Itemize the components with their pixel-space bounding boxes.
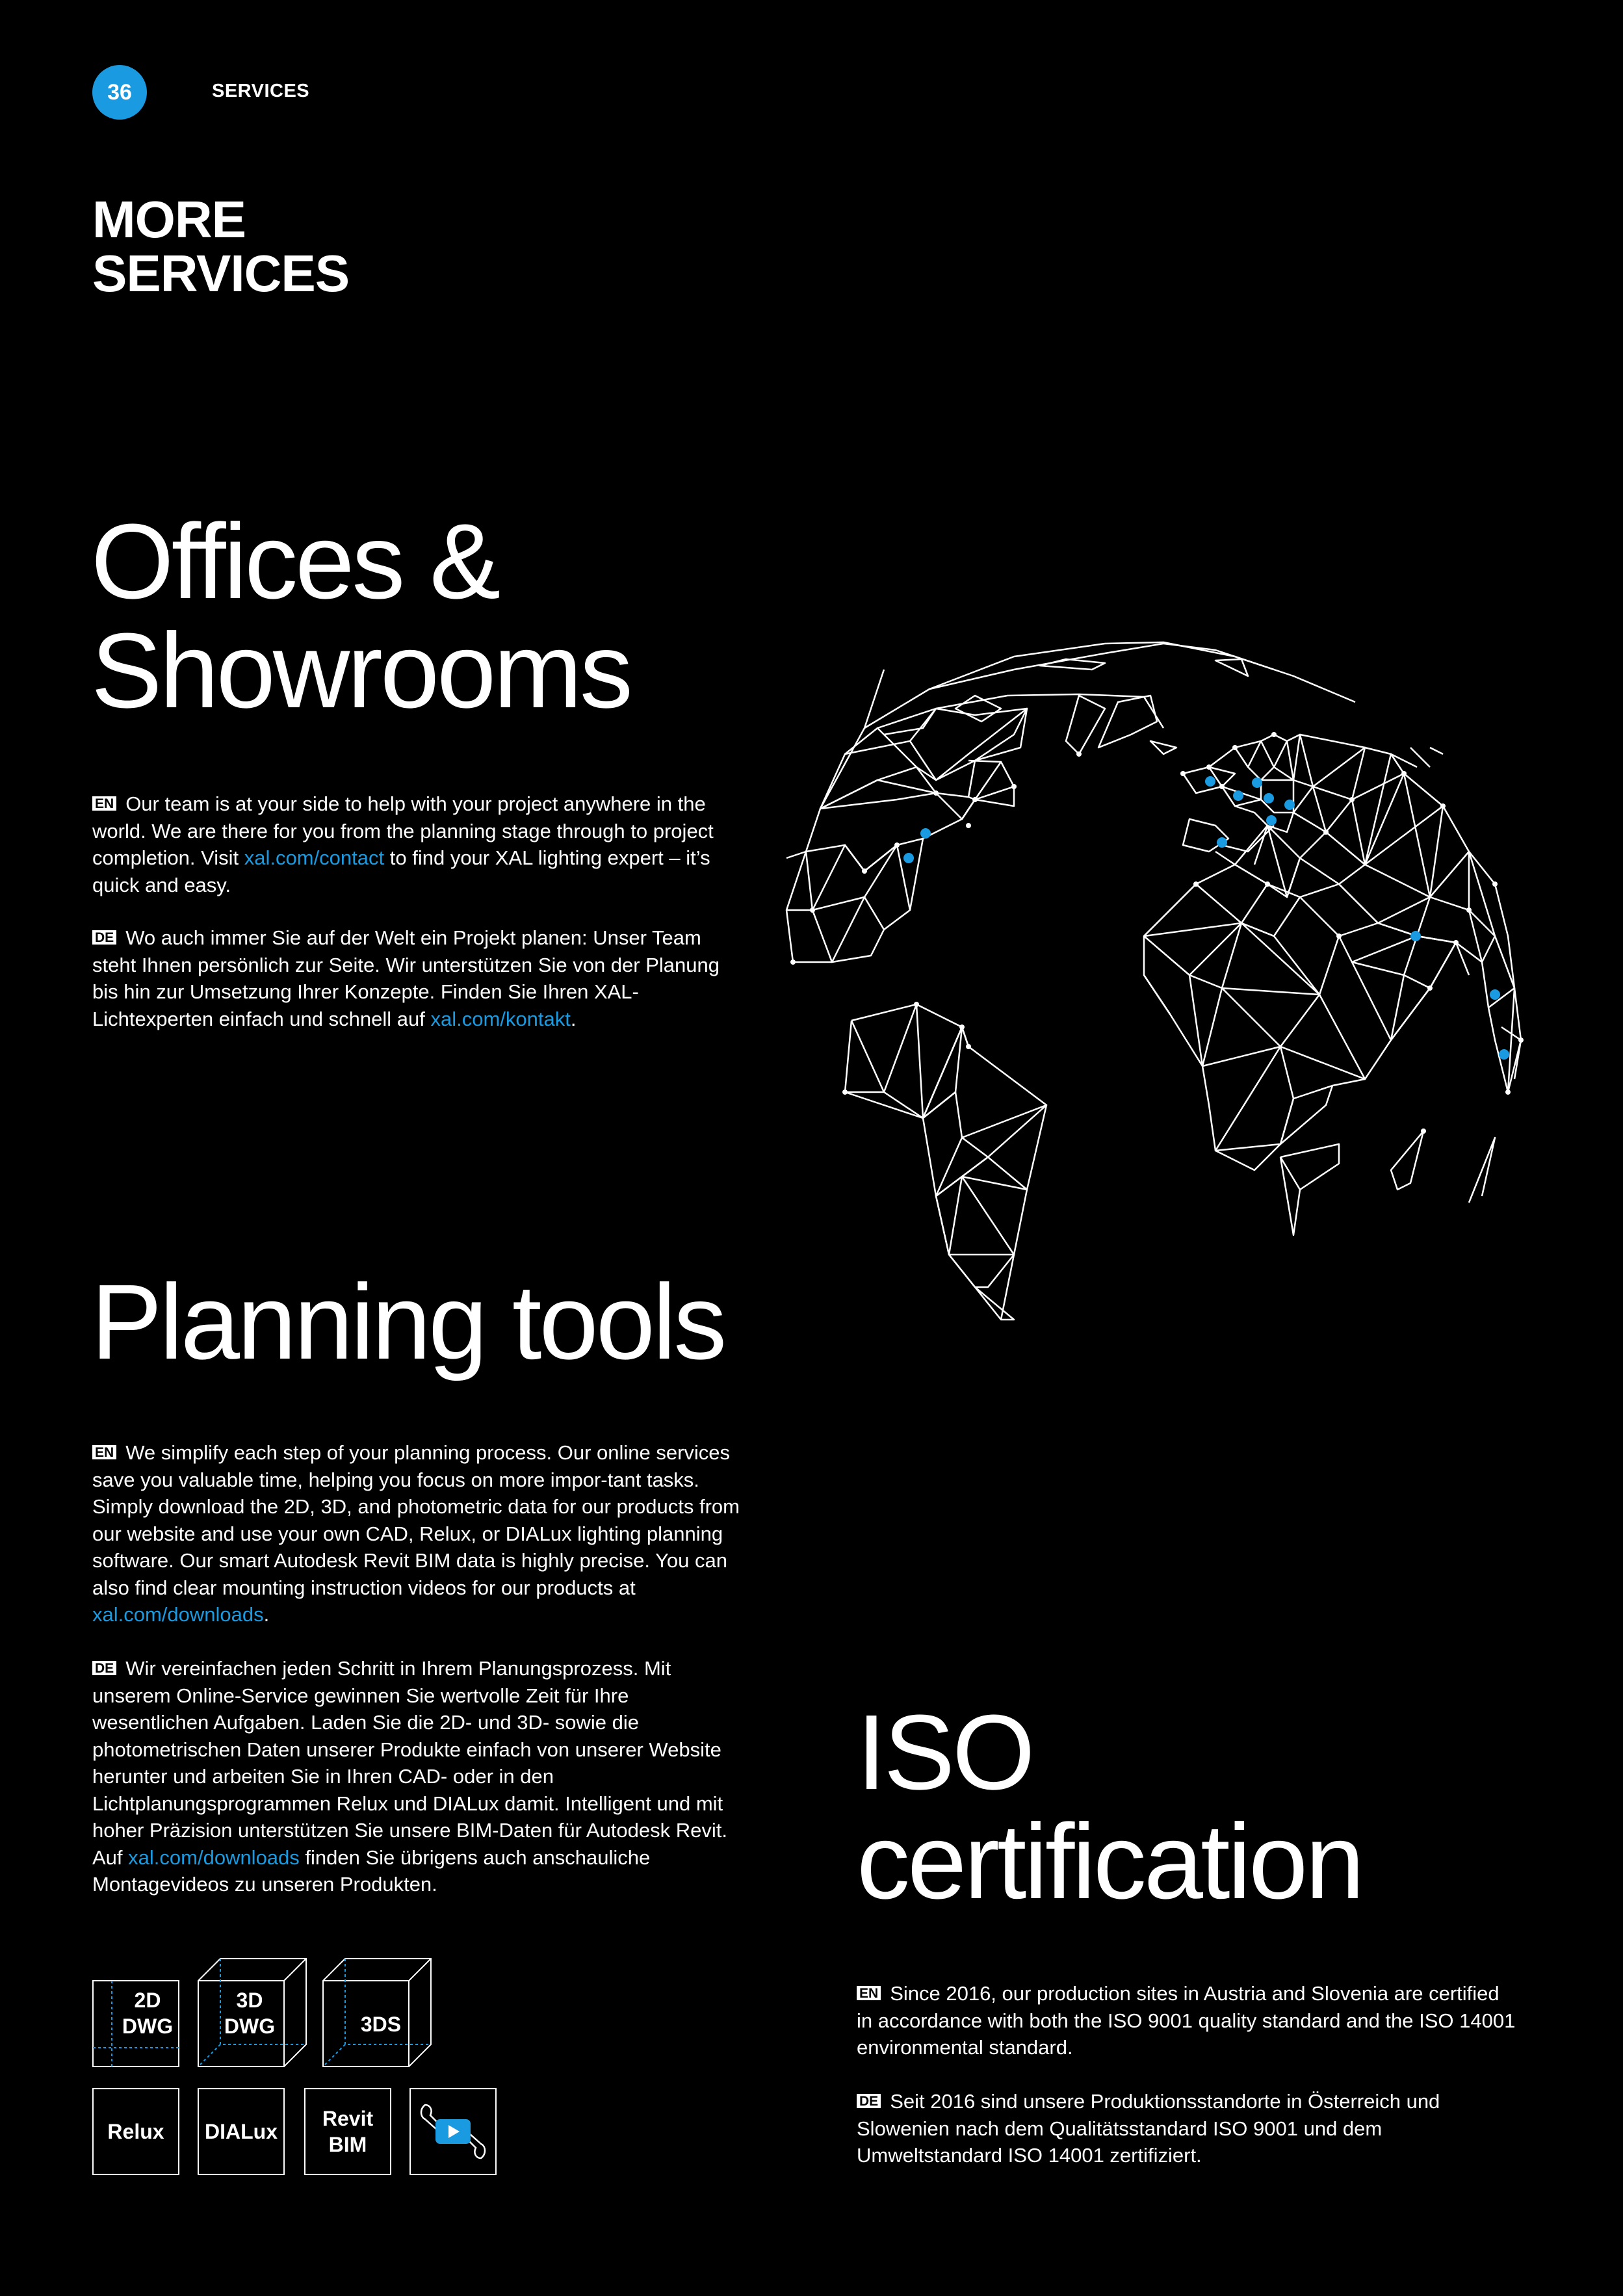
planning-en-text-1: We simplify each step of your planning process. Our online services save you valuable time, helping you focus on more impor-tant tasks. Simply download the 2D, 3D, and photometric data for our products from our website and use your own CAD, Relux, or DIALux lighting planning software. Our smart Autodesk Revit BIM data is highly precise. You can also find clear mounting instruction videos for our products at <box>92 1441 740 1599</box>
tool-mounting-video[interactable] <box>409 2088 497 2175</box>
offices-de-text-1: Wo auch immer Sie auf der Welt ein Projekt planen: Unser Team steht Ihnen persönlich zur Seite. Wir unterstützen Sie von der Planung bis hin zur Umsetzung Ihrer Konzepte. Finden Sie Ihren XAL-Lichtexperten einfach und schnell auf <box>92 926 720 1030</box>
tool-3ds-label: 3DS <box>360 2013 402 2036</box>
tool-2d-label-1: 2D <box>134 1989 161 2012</box>
downloads-link-de[interactable]: xal.com/downloads <box>128 1846 300 1869</box>
planning-text-de <box>92 1655 742 1898</box>
tool-relux-label: Relux <box>107 2120 164 2143</box>
planning-en-text-2: . <box>263 1603 270 1626</box>
tool-revit-label-2: BIM <box>328 2133 367 2156</box>
lang-tag-en: EN <box>92 1445 116 1459</box>
page-title-line-2: SERVICES <box>92 244 350 302</box>
lang-tag-de: DE <box>92 930 116 945</box>
tool-relux[interactable] <box>92 2088 179 2175</box>
planning-heading: Planning tools <box>91 1262 725 1381</box>
iso-heading <box>857 1693 1362 1921</box>
office-location-markers <box>903 776 1509 1060</box>
planning-text-en <box>92 1439 742 1628</box>
tool-revit-bim[interactable] <box>304 2088 391 2175</box>
iso-heading-line-2: certification <box>857 1802 1362 1921</box>
iso-text-en <box>857 1980 1520 2061</box>
contact-link[interactable]: xal.com/contact <box>244 846 385 869</box>
iso-en-text: Since 2016, our production sites in Austria and Slovenia are certified in accordance with both the ISO 9001 quality standard and the ISO 14001 environmental standard. <box>857 1982 1516 2059</box>
section-label: SERVICES <box>212 81 310 101</box>
offices-en-text-2: to find your XAL lighting expert – it’s quick and easy. <box>92 846 710 896</box>
tool-2d-label-2: DWG <box>122 2015 174 2038</box>
mounting-video-icon <box>411 2089 495 2174</box>
offices-en-text-1: Our team is at your side to help with your project anywhere in the world. We are there for you from the planning stage through to project completion. Visit <box>92 792 714 869</box>
tool-dialux-label: DIALux <box>205 2120 278 2143</box>
tool-3d-label-1: 3D <box>236 1989 263 2012</box>
tool-revit-label-1: Revit <box>322 2107 374 2130</box>
lang-tag-de: DE <box>92 1661 116 1675</box>
offices-de-text-2: . <box>570 1007 577 1030</box>
lang-tag-en: EN <box>92 796 116 811</box>
iso-text-de <box>857 2088 1520 2169</box>
tool-3d-label-2: DWG <box>224 2015 276 2038</box>
page-title-line-1: MORE <box>92 190 246 248</box>
lang-tag-de: DE <box>857 2094 881 2108</box>
offices-heading-line-1: Offices & <box>91 502 499 621</box>
page-number: 36 <box>107 79 132 105</box>
kontakt-link[interactable]: xal.com/kontakt <box>430 1007 571 1030</box>
iso-de-text: Seit 2016 sind unsere Produktionsstandorte in Österreich und Slowenien nach dem Qualitätsstandard ISO 9001 und dem Umweltstandard ISO 14001 zertifiziert. <box>857 2090 1440 2167</box>
offices-heading-line-2: Showrooms <box>91 611 630 730</box>
globe-lines-icon <box>786 642 1521 1320</box>
tool-3ds[interactable] <box>322 1958 432 2067</box>
iso-heading-line-1: ISO <box>857 1693 1033 1812</box>
tool-3d-dwg[interactable] <box>198 1958 307 2067</box>
planning-de-text-2: finden Sie übrigens auch anschauliche Montagevideos zu unseren Produkten. <box>92 1846 651 1896</box>
tool-2d-dwg[interactable] <box>92 1980 179 2067</box>
planning-de-text-1: Wir vereinfachen jeden Schritt in Ihrem Planungsprozess. Mit unserem Online-Service gewinnen Sie wertvolle Zeit für Ihre wesentlichen Aufgaben. Laden Sie die 2D- und 3D- sowie die photometrischen Daten unserer Produkte einfach von unserer Website herunter und arbeiten Sie in Ihren CAD- oder in den Lichtplanungsprogrammen Relux und DIALux damit. Intelligent und mit hoher Präzision unterstützen Sie unsere BIM-Daten für Autodesk Revit. Auf <box>92 1657 727 1869</box>
tool-dialux[interactable] <box>198 2088 285 2175</box>
lang-tag-en: EN <box>857 1986 881 2000</box>
downloads-link-en[interactable]: xal.com/downloads <box>92 1603 264 1626</box>
